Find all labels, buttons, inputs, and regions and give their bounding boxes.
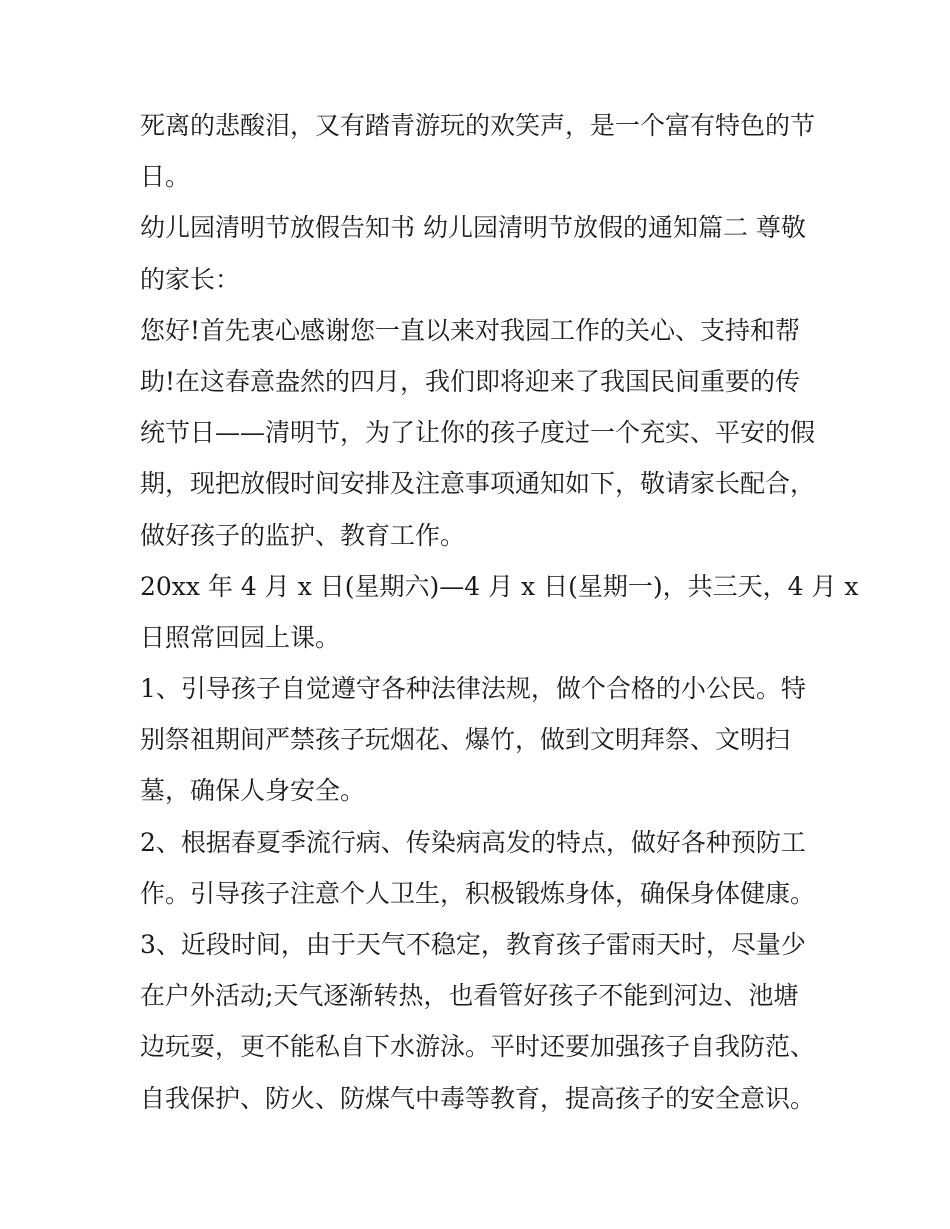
text-line: 期，现把放假时间安排及注意事项通知如下，敬请家长配合， bbox=[140, 469, 816, 499]
text-line: 统节日——清明节，为了让你的孩子度过一个充实、平安的假 bbox=[140, 418, 816, 448]
text-line: 3、近段时间，由于天气不稳定，教育孩子雷雨天时，尽量少 bbox=[140, 930, 806, 959]
document-body bbox=[140, 100, 859, 1124]
text-line: 在户外活动;天气逐渐转热，也看管好孩子不能到河边、池塘 bbox=[140, 981, 799, 1011]
text-line: 日照常回园上课。 bbox=[140, 622, 341, 652]
text-line: 作。引导孩子注意个人卫生，积极锻炼身体，确保身体健康。 bbox=[140, 878, 816, 908]
text-line: 幼儿园清明节放假告知书 幼儿园清明节放假的通知篇二 尊敬 bbox=[140, 213, 806, 243]
text-line: 自我保护、防火、防煤气中毒等教育，提高孩子的安全意识。 bbox=[140, 1083, 816, 1113]
text-line: 1、引导孩子自觉遵守各种法律法规，做个合格的小公民。特 bbox=[140, 674, 806, 704]
text-line: 墓，确保人身安全。 bbox=[140, 776, 366, 806]
text-line: 做好孩子的监护、教育工作。 bbox=[140, 520, 466, 550]
text-line: 助!在这春意盎然的四月，我们即将迎来了我国民间重要的传 bbox=[140, 366, 801, 396]
text-line: 别祭祖期间严禁孩子玩烟花、爆竹，做到文明拜祭、文明扫 bbox=[140, 725, 791, 755]
text-line: 死离的悲酸泪，又有踏青游玩的欢笑声，是一个富有特色的节 bbox=[140, 111, 816, 140]
text-line: 20xx 年 4 月 x 日(星期六)—4 月 x 日(星期一)，共三天，4 月 x bbox=[140, 571, 859, 601]
text-line: 边玩耍，更不能私自下水游泳。平时还要加强孩子自我防范、 bbox=[140, 1032, 816, 1062]
text-line: 您好!首先衷心感谢您一直以来对我园工作的关心、支持和帮 bbox=[140, 315, 801, 345]
text-line: 2、根据春夏季流行病、传染病高发的特点，做好各种预防工 bbox=[140, 827, 806, 857]
text-line: 日。 bbox=[140, 162, 191, 192]
text-line: 的家长： bbox=[140, 264, 241, 294]
